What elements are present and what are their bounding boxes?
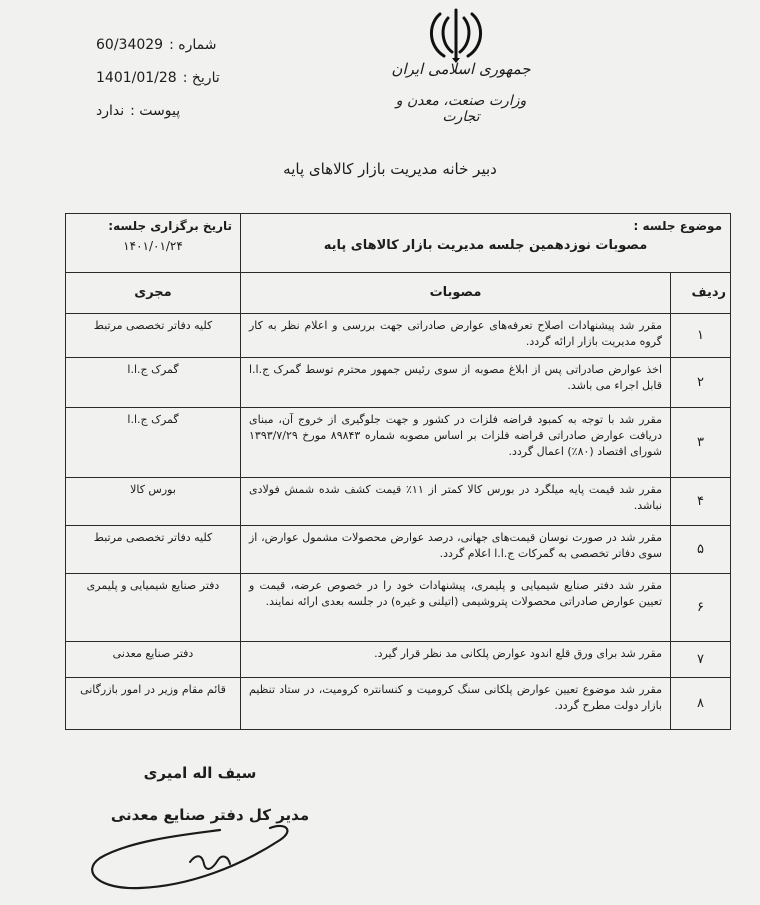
resolutions-table xyxy=(65,213,731,730)
meeting-info-row xyxy=(66,214,731,273)
ministry-name: وزارت صنعت، معدن و تجارت xyxy=(395,93,527,125)
table-row xyxy=(66,358,731,408)
date-label: تاریخ : xyxy=(182,70,220,86)
subject-cell xyxy=(241,214,731,273)
row-resolution: اخذ عوارض صادراتی پس از ابلاغ مصوبه از سوی رئیس جمهور محترم توسط گمرک ج.ا.ا قابل اجراء می باشد. xyxy=(241,358,671,408)
row-executor: گمرک ج.ا.ا xyxy=(66,358,241,408)
row-number: ۳ xyxy=(671,408,731,478)
row-resolution: مقرر شد موضوع تعیین عوارض پلکانی سنگ کرومیت و کنسانتره کرومیت، در ستاد تنظیم بازار دولت مطرح گردد. xyxy=(241,678,671,730)
republic-name: جمهوری اسلامی ایران xyxy=(391,60,531,78)
date-row xyxy=(96,65,296,98)
row-executor: گمرک ج.ا.ا xyxy=(66,408,241,478)
table-row xyxy=(66,642,731,678)
row-executor: قائم مقام وزیر در امور بازرگانی xyxy=(66,678,241,730)
emblem-icon xyxy=(418,6,494,64)
subject-value: مصوبات نوزدهمین جلسه مدیریت بازار کالاهای پایه xyxy=(323,238,648,253)
row-number: ۵ xyxy=(671,526,731,574)
attachment-label: پیوست : xyxy=(130,103,181,119)
table-row xyxy=(66,678,731,730)
secretariat-heading: دبیر خانه مدیریت بازار کالاهای پایه xyxy=(283,160,497,178)
table-row xyxy=(66,314,731,358)
row-number: ۲ xyxy=(671,358,731,408)
row-number: ۷ xyxy=(671,642,731,678)
row-resolution: مقرر شد پیشنهادات اصلاح تعرفه‌های عوارض صادراتی جهت بررسی و اعلام نظر به کار گروه مدیریت بازار ارائه گردد. xyxy=(241,314,671,358)
subject-label: موضوع جلسه : xyxy=(633,219,723,233)
column-header-executor: مجری xyxy=(66,273,241,314)
table-row xyxy=(66,574,731,642)
meeting-date-cell xyxy=(66,214,241,273)
table-header-row xyxy=(66,273,731,314)
column-header-row: ردیف xyxy=(671,273,731,314)
attachment-row xyxy=(96,98,296,131)
number-row xyxy=(96,32,296,65)
number-value: 60/34029 xyxy=(96,37,164,53)
row-executor: کلیه دفاتر تخصصی مرتبط xyxy=(66,314,241,358)
row-resolution: مقرر شد قیمت پایه میلگرد در بورس کالا کمتر از ۱۱٪ قیمت کشف شده شمش فولادی نباشد. xyxy=(241,478,671,526)
row-executor: دفتر صنایع شیمیایی و پلیمری xyxy=(66,574,241,642)
letter-meta xyxy=(96,32,296,131)
meeting-date-value: ۱۴۰۱/۰۱/۲۴ xyxy=(123,239,183,253)
row-executor: کلیه دفاتر تخصصی مرتبط xyxy=(66,526,241,574)
row-resolution: مقرر شد در صورت نوسان قیمت‌های جهانی، درصد عوارض محصولات مشمول عوارض، از سوی دفاتر تخصصی به گمرکات ج.ا.ا اعلام گردد. xyxy=(241,526,671,574)
row-executor: دفتر صنایع معدنی xyxy=(66,642,241,678)
row-number: ۱ xyxy=(671,314,731,358)
row-resolution: مقرر شد با توجه به کمبود قراضه فلزات در کشور و جهت جلوگیری از خروج آن، مبنای دریافت عوارض صادراتی قراضه فلزات بر اساس مصوبه شماره ۸۹۸۴۳ مورخ ۱۳۹۳/۷/۲۹ شورای اقتصاد (۸۰٪) اعمال گردد. xyxy=(241,408,671,478)
table-row xyxy=(66,408,731,478)
number-label: شماره : xyxy=(169,37,217,53)
signatory-title: مدیر کل دفتر صنایع معدنی xyxy=(110,806,310,824)
row-number: ۶ xyxy=(671,574,731,642)
signatory-name: سیف اله امیری xyxy=(143,764,257,782)
table-row xyxy=(66,526,731,574)
meeting-date-label: تاریخ برگزاری جلسه: xyxy=(108,219,232,233)
row-executor: بورس کالا xyxy=(66,478,241,526)
row-resolution: مقرر شد برای ورق قلع اندود عوارض پلکانی مد نظر قرار گیرد. xyxy=(241,642,671,678)
date-value: 1401/01/28 xyxy=(96,70,177,86)
row-number: ۴ xyxy=(671,478,731,526)
row-resolution: مقرر شد دفتر صنایع شیمیایی و پلیمری، پیشنهادات خود را در خصوص عرضه، قیمت و تعیین عوارض صادراتی محصولات پتروشیمی (اتیلنی و غیره) در جلسه بعدی ارائه نمایند. xyxy=(241,574,671,642)
handwritten-signature xyxy=(70,800,330,900)
attachment-value: ندارد xyxy=(96,103,125,119)
row-number: ۸ xyxy=(671,678,731,730)
table-row xyxy=(66,478,731,526)
column-header-resolutions: مصوبات xyxy=(241,273,671,314)
